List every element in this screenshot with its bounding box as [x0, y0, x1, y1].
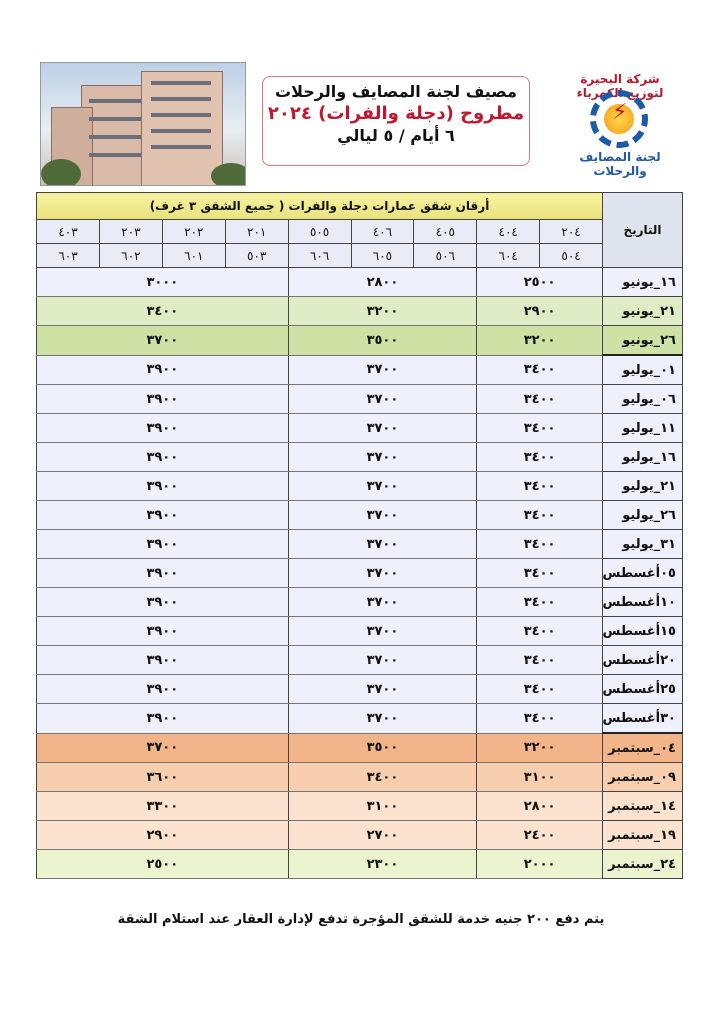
price-group-b: ٣١٠٠ [288, 792, 477, 821]
price-group-b: ٣٧٠٠ [288, 443, 477, 472]
logo-bottom-text: لجنة المصايف والرحلات [579, 150, 661, 178]
price-group-c: ٣٩٠٠ [37, 617, 289, 646]
price-group-c: ٣٩٠٠ [37, 443, 289, 472]
price-group-b: ٣٧٠٠ [288, 646, 477, 675]
price-group-b: ٣٧٠٠ [288, 530, 477, 559]
room-numbers-row-2 [37, 244, 683, 268]
lightning-bolt-icon: ⚡ [612, 100, 628, 125]
room-numbers-row-1 [37, 220, 683, 244]
row-date: ٢٦_يونيو [603, 326, 683, 356]
price-group-a: ٣٤٠٠ [477, 704, 603, 734]
table-row [37, 326, 683, 356]
table-row [37, 821, 683, 850]
price-group-a: ٣٤٠٠ [477, 355, 603, 385]
table-row [37, 268, 683, 297]
price-group-a: ٢٤٠٠ [477, 821, 603, 850]
price-group-b: ٣٧٠٠ [288, 501, 477, 530]
price-group-a: ٣٤٠٠ [477, 530, 603, 559]
price-group-a: ٣٤٠٠ [477, 501, 603, 530]
row-date: ٠٦_يوليو [603, 385, 683, 414]
table-row [37, 559, 683, 588]
row-date: ٠٥أغسطس [603, 559, 683, 588]
room-number: ٦٠٤ [477, 244, 540, 268]
table-row [37, 763, 683, 792]
table-row [37, 617, 683, 646]
room-number: ٦٠٢ [100, 244, 163, 268]
room-number: ٢٠٢ [162, 220, 225, 244]
price-group-a: ٣٤٠٠ [477, 385, 603, 414]
room-number: ٦٠٥ [351, 244, 414, 268]
row-date: ٢٥أغسطس [603, 675, 683, 704]
price-group-c: ٣٩٠٠ [37, 704, 289, 734]
price-group-c: ٣٤٠٠ [37, 297, 289, 326]
building-photo [40, 62, 246, 186]
price-group-a: ٣٤٠٠ [477, 646, 603, 675]
table-row [37, 385, 683, 414]
room-number: ٢٠١ [225, 220, 288, 244]
row-date: ٠٤_سبتمبر [603, 733, 683, 763]
price-group-a: ٢٨٠٠ [477, 792, 603, 821]
date-column-header: التاريخ [603, 193, 683, 268]
table-row [37, 675, 683, 704]
room-number: ٥٠٦ [414, 244, 477, 268]
row-date: ٢٠أغسطس [603, 646, 683, 675]
price-group-b: ٣٧٠٠ [288, 385, 477, 414]
room-number: ٦٠٦ [288, 244, 351, 268]
table-row [37, 646, 683, 675]
price-group-c: ٣٩٠٠ [37, 414, 289, 443]
price-group-c: ٣٩٠٠ [37, 559, 289, 588]
room-number: ٤٠٤ [477, 220, 540, 244]
price-group-c: ٣٧٠٠ [37, 326, 289, 356]
price-group-c: ٣٠٠٠ [37, 268, 289, 297]
table-row [37, 850, 683, 879]
price-group-a: ٢٩٠٠ [477, 297, 603, 326]
title-box [262, 76, 530, 166]
table-row [37, 704, 683, 734]
table-row [37, 792, 683, 821]
row-date: ١٩_سبتمبر [603, 821, 683, 850]
price-group-b: ٣٧٠٠ [288, 617, 477, 646]
price-group-c: ٣٩٠٠ [37, 355, 289, 385]
price-group-a: ٣٤٠٠ [477, 414, 603, 443]
row-date: ٠١_يوليو [603, 355, 683, 385]
price-group-c: ٣٧٠٠ [37, 733, 289, 763]
price-group-a: ٣٤٠٠ [477, 443, 603, 472]
price-group-b: ٢٧٠٠ [288, 821, 477, 850]
room-number: ٤٠٦ [351, 220, 414, 244]
row-date: ١٦_يونيو [603, 268, 683, 297]
price-group-b: ٣٧٠٠ [288, 355, 477, 385]
row-date: ٢٦_يوليو [603, 501, 683, 530]
price-group-a: ٣٤٠٠ [477, 472, 603, 501]
price-group-c: ٣٩٠٠ [37, 385, 289, 414]
table-row [37, 588, 683, 617]
row-date: ٢١_يوليو [603, 472, 683, 501]
room-number: ٥٠٥ [288, 220, 351, 244]
price-group-a: ٢٠٠٠ [477, 850, 603, 879]
price-group-b: ٣٥٠٠ [288, 326, 477, 356]
price-group-a: ٣٢٠٠ [477, 733, 603, 763]
table-row [37, 297, 683, 326]
price-group-a: ٣٤٠٠ [477, 588, 603, 617]
price-group-b: ٣٤٠٠ [288, 763, 477, 792]
title-line2: مطروح (دجلة والفرات) ٢٠٢٤ [267, 103, 525, 124]
apartments-header: أرقان شقق عمارات دجلة والفرات ( جميع الشقق ٣ غرف) [37, 193, 603, 220]
price-group-a: ٣٢٠٠ [477, 326, 603, 356]
title-line3: ٦ أيام / ٥ ليالي [337, 126, 455, 145]
company-logo [560, 72, 680, 178]
price-group-c: ٢٩٠٠ [37, 821, 289, 850]
table-row [37, 501, 683, 530]
price-group-b: ٢٣٠٠ [288, 850, 477, 879]
table-row [37, 530, 683, 559]
table-row [37, 355, 683, 385]
logo-top-text: شركة البحيرة لتوزيع الكهرباء [576, 72, 664, 100]
price-group-c: ٣٦٠٠ [37, 763, 289, 792]
price-group-b: ٣٧٠٠ [288, 472, 477, 501]
row-date: ١٦_يوليو [603, 443, 683, 472]
title-line1: مصيف لجنة المصايف والرحلات [275, 82, 517, 101]
room-number: ٢٠٤ [540, 220, 603, 244]
row-date: ٣٠أغسطس [603, 704, 683, 734]
table-row [37, 733, 683, 763]
row-date: ١٤_سبتمبر [603, 792, 683, 821]
price-group-c: ٣٩٠٠ [37, 646, 289, 675]
price-group-c: ٢٥٠٠ [37, 850, 289, 879]
price-group-b: ٢٨٠٠ [288, 268, 477, 297]
price-group-c: ٣٩٠٠ [37, 675, 289, 704]
prices-table [36, 192, 683, 879]
price-group-b: ٣٧٠٠ [288, 704, 477, 734]
price-group-a: ٢٥٠٠ [477, 268, 603, 297]
room-number: ٦٠٣ [37, 244, 100, 268]
price-group-c: ٣٣٠٠ [37, 792, 289, 821]
price-group-c: ٣٩٠٠ [37, 588, 289, 617]
row-date: ١٠أغسطس [603, 588, 683, 617]
footer-note: يتم دفع ٢٠٠ جنيه خدمة للشقق المؤجرة تدفع لإدارة العقار عند استلام الشقة [117, 912, 605, 927]
price-group-a: ٣٤٠٠ [477, 617, 603, 646]
room-number: ٦٠١ [162, 244, 225, 268]
price-group-a: ٣٤٠٠ [477, 559, 603, 588]
price-group-c: ٣٩٠٠ [37, 501, 289, 530]
room-number: ٥٠٣ [225, 244, 288, 268]
room-number: ٢٠٣ [100, 220, 163, 244]
row-date: ٣١_يوليو [603, 530, 683, 559]
price-group-c: ٣٩٠٠ [37, 472, 289, 501]
row-date: ١١_يوليو [603, 414, 683, 443]
room-number: ٥٠٤ [540, 244, 603, 268]
price-group-b: ٣٥٠٠ [288, 733, 477, 763]
price-group-b: ٣٢٠٠ [288, 297, 477, 326]
price-group-b: ٣٧٠٠ [288, 588, 477, 617]
price-group-a: ٣٤٠٠ [477, 675, 603, 704]
price-group-b: ٣٧٠٠ [288, 559, 477, 588]
price-group-c: ٣٩٠٠ [37, 530, 289, 559]
room-number: ٤٠٣ [37, 220, 100, 244]
row-date: ٢١_يونيو [603, 297, 683, 326]
row-date: ٠٩_سبتمبر [603, 763, 683, 792]
table-row [37, 414, 683, 443]
row-date: ٢٤_سبتمبر [603, 850, 683, 879]
table-row [37, 443, 683, 472]
price-group-a: ٣١٠٠ [477, 763, 603, 792]
price-group-b: ٣٧٠٠ [288, 414, 477, 443]
row-date: ١٥أغسطس [603, 617, 683, 646]
room-number: ٤٠٥ [414, 220, 477, 244]
price-group-b: ٣٧٠٠ [288, 675, 477, 704]
table-row [37, 472, 683, 501]
